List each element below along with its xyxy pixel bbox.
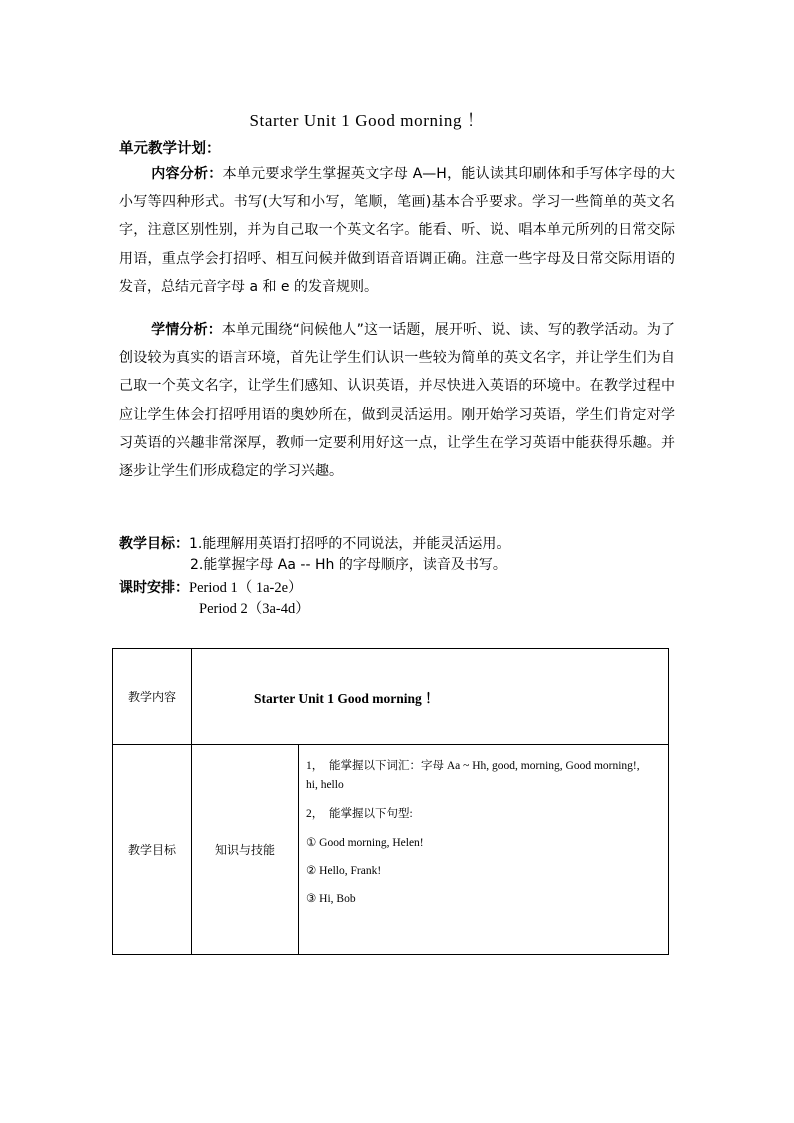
- lesson-plan-table: [112, 648, 669, 955]
- student-analysis-paragraph: [119, 316, 675, 485]
- sentence-1: ① Good morning, Helen!: [306, 837, 424, 849]
- table-row-goals: [113, 745, 669, 955]
- schedule-line-1: [119, 576, 303, 597]
- objectives-cell: [299, 745, 669, 955]
- content-analysis-text: 本单元要求学生掌握英文字母 A—H，能认读其印刷体和手写体字母的大小写等四种形式。书写(大写和小写，笔顺，笔画)基本合乎要求。学习一些简单的英文名字，注意区别性别，并为自己取一个英文名字。能看、听、说、唱本单元所列的日常交际用语，重点学会打招呼、相互问候并做到语音语调正确。注意一些字母及日常交际用语的发音，总结元音字母 a 和 e 的发音规则。: [119, 166, 675, 295]
- teaching-goal-2: 2.能掌握字母 Aa -- Hh 的字母顺序，读音及书写。: [190, 557, 507, 573]
- sentence-3: ③ Hi, Bob: [306, 893, 356, 905]
- unit-plan-heading: 单元教学计划：: [119, 141, 221, 157]
- goals-label-cell: 教学目标: [113, 745, 192, 955]
- content-value-cell: Starter Unit 1 Good morning ！: [192, 649, 669, 745]
- objective-2: 2， 能掌握以下句型:: [306, 808, 413, 820]
- document-title: Starter Unit 1 Good morning ！: [249, 111, 485, 130]
- table-row-content: [113, 649, 669, 745]
- period-2: Period 2（3a-4d）: [199, 601, 310, 617]
- objective-1-line-2: hi, hello: [306, 779, 344, 791]
- content-analysis-label: 内容分析：: [151, 166, 223, 182]
- student-analysis-text: 本单元围绕“问候他人”这一话题，展开听、说、读、写的教学活动。为了创设较为真实的语言环境，首先让学生们认识一些较为简单的英文名字，并让学生们为自己取一个英文名字，让学生们感知、认识英语，并尽快进入英语的环境中。在教学过程中应让学生体会打招呼用语的奥妙所在，做到灵活运用。刚开始学习英语，学生们肯定对学习英语的兴趣非常深厚，教师一定要利用好这一点，让学生在学习英语中能获得乐趣。并逐步让学生们形成稳定的学习兴趣。: [119, 322, 675, 480]
- schedule-label: 课时安排：: [119, 580, 189, 596]
- knowledge-skills-cell: 知识与技能: [192, 745, 299, 955]
- objective-1-line-1: 1， 能掌握以下词汇：字母 Aa ~ Hh, good, morning, Good morning!,: [306, 760, 640, 772]
- content-label-cell: 教学内容: [113, 649, 192, 745]
- period-1: Period 1（ 1a-2e）: [189, 580, 303, 596]
- teaching-goals-label: 教学目标：: [119, 536, 189, 552]
- sentence-2: ② Hello, Frank!: [306, 865, 382, 877]
- teaching-goals-line-1: [119, 533, 510, 553]
- content-analysis-paragraph: [119, 160, 675, 301]
- teaching-goal-1: 1.能理解用英语打招呼的不同说法，并能灵活运用。: [189, 536, 511, 552]
- student-analysis-label: 学情分析：: [151, 322, 222, 338]
